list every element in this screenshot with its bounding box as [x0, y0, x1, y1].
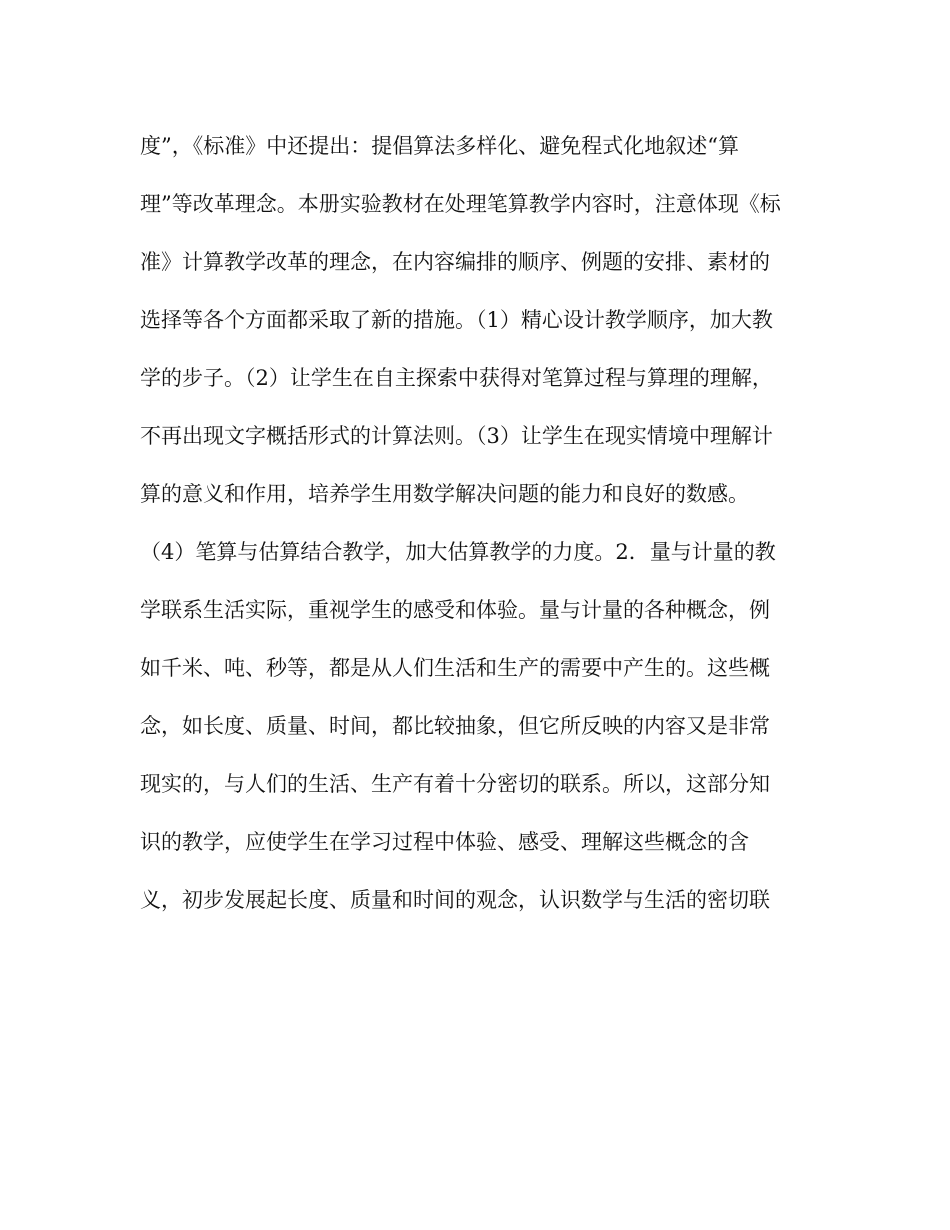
- text-line: 不再出现文字概括形式的计算法则。（3）让学生在现实情境中理解计: [140, 424, 773, 448]
- text-line: 如千米、吨、秒等，都是从人们生活和生产的需要中产生的。这些概: [140, 656, 770, 680]
- text-line: 理”等改革理念。本册实验教材在处理笔算教学内容时，注意体现《标: [140, 192, 781, 216]
- text-line: 算的意义和作用，培养学生用数学解决问题的能力和良好的数感。: [140, 482, 749, 506]
- text-line: 念，如长度、质量、时间，都比较抽象，但它所反映的内容又是非常: [140, 714, 770, 738]
- text-line: 现实的，与人们的生活、生产有着十分密切的联系。所以，这部分知: [140, 772, 770, 796]
- text-line: 义，初步发展起长度、质量和时间的观念，认识数学与生活的密切联: [140, 888, 770, 912]
- text-line: 识的教学，应使学生在学习过程中体验、感受、理解这些概念的含: [140, 830, 749, 854]
- text-line: 准》计算教学改革的理念，在内容编排的顺序、例题的安排、素材的: [140, 250, 770, 274]
- text-line: （4）笔算与估算结合教学，加大估算教学的力度。2．量与计量的教: [140, 540, 776, 564]
- text-line: 度”，《标准》中还提出：提倡算法多样化、避免程式化地叙述“算: [140, 134, 739, 158]
- text-line: 学的步子。（2）让学生在自主探索中获得对笔算过程与算理的理解，: [140, 366, 773, 390]
- body-text: [140, 117, 810, 929]
- text-line: 选择等各个方面都采取了新的措施。（1）精心设计教学顺序，加大教: [140, 308, 773, 332]
- text-line: 学联系生活实际，重视学生的感受和体验。量与计量的各种概念，例: [140, 598, 770, 622]
